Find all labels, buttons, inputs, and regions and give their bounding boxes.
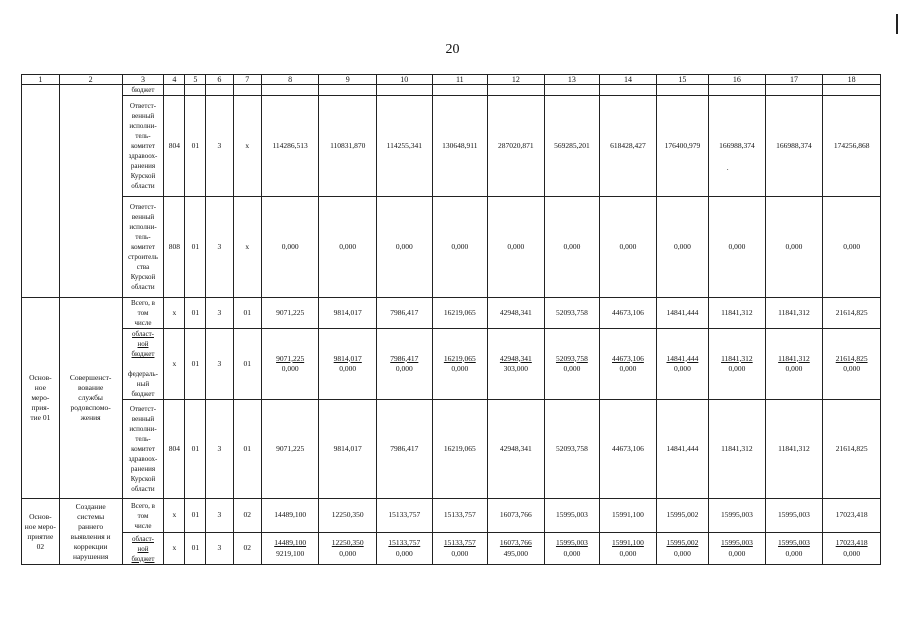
row-label: Всего, в том числе <box>122 499 164 533</box>
value-main: 15995,003 <box>778 538 810 547</box>
value-cell: 0,000 <box>656 197 708 298</box>
edge-mark <box>896 14 898 34</box>
value-cell <box>600 329 657 400</box>
value-cell <box>709 533 766 565</box>
code-c5: 01 <box>185 96 206 197</box>
value-cell: 569285,201 <box>544 96 600 197</box>
value-cell <box>488 85 545 96</box>
value-cell <box>319 85 377 96</box>
header-row <box>22 75 881 85</box>
value-cell <box>377 329 433 400</box>
header-cell: 13 <box>544 75 600 85</box>
code-c6: 3 <box>206 298 233 329</box>
value-cell: 16219,065 <box>432 298 488 329</box>
code-c7: 01 <box>233 329 261 400</box>
code-c7: х <box>233 96 261 197</box>
code-c7: 02 <box>233 499 261 533</box>
value-main: 15995,003 <box>555 538 588 547</box>
value-cell: 176400,979 <box>656 96 708 197</box>
row-label: бюджет <box>122 85 164 96</box>
header-cell: 12 <box>488 75 545 85</box>
value-main: 11841,312 <box>721 353 753 363</box>
value-cell: 21614,825 <box>823 298 881 329</box>
value-main: 16219,065 <box>443 353 476 363</box>
row-label: Всего, в том числе <box>122 298 164 329</box>
value-cell: 114286,513 <box>261 96 319 197</box>
value-cell: 9071,225 <box>261 298 319 329</box>
value-cell: 0,000 <box>544 197 600 298</box>
value-cell: 11841,312 <box>765 400 823 499</box>
value-cell: 14489,100 <box>261 499 319 533</box>
value-main: 12250,350 <box>331 538 364 547</box>
activity-name: Основ- ное меро- приятие 02 <box>22 499 60 565</box>
value-cell: 166988,374 <box>765 96 823 197</box>
value-federal: 0,000 <box>563 364 581 373</box>
value-federal: 0,000 <box>785 364 803 373</box>
code-c5: 01 <box>185 400 206 499</box>
code-c5 <box>185 85 206 96</box>
value-cell <box>765 533 823 565</box>
stray-mark: . <box>726 162 729 172</box>
header-cell: 1 <box>22 75 60 85</box>
value-cell <box>261 85 319 96</box>
value-main: 15133,757 <box>388 538 421 547</box>
code-c7 <box>233 85 261 96</box>
value-main: 42948,341 <box>499 353 532 363</box>
value-cell: 9814,017 <box>319 298 377 329</box>
value-federal: 0,000 <box>673 364 691 373</box>
cell-c2 <box>59 85 122 298</box>
value-cell: 618428,427 <box>600 96 657 197</box>
value-cell: 17023,418 <box>823 499 881 533</box>
value-cell: 0,000 <box>709 197 766 298</box>
value-federal: 0,000 <box>843 364 861 373</box>
value-cell: 21614,825 <box>823 400 881 499</box>
value-federal: 0,000 <box>728 364 746 373</box>
value-main: 21614,825 <box>835 353 868 363</box>
value-cell: 15133,757 <box>377 499 433 533</box>
header-cell: 6 <box>206 75 233 85</box>
code-c5: 01 <box>185 329 206 400</box>
code-c4: 804 <box>164 96 185 197</box>
header-cell: 10 <box>377 75 433 85</box>
value-cell: 0,000 <box>432 197 488 298</box>
value-main: 15995,003 <box>720 538 753 547</box>
value-main: 44673,106 <box>612 353 644 363</box>
value-cell: 16219,065 <box>432 400 488 499</box>
value-main: 14841,444 <box>666 353 699 363</box>
table-row <box>22 329 881 400</box>
value-cell <box>544 533 600 565</box>
value-cell: 14841,444 <box>656 400 708 499</box>
header-cell: 7 <box>233 75 261 85</box>
code-c4: х <box>164 533 185 565</box>
value-federal: 0,000 <box>281 364 299 373</box>
value-cell <box>656 329 708 400</box>
value-federal: 0,000 <box>563 548 581 558</box>
value-cell <box>319 533 377 565</box>
value-cell <box>765 329 823 400</box>
activity-description: Совершенст- вование службы родовспомо- жения <box>59 298 122 499</box>
code-c4: х <box>164 499 185 533</box>
value-federal: 0,000 <box>339 548 357 558</box>
table-row <box>22 499 881 533</box>
code-c6: 3 <box>206 499 233 533</box>
header-cell: 15 <box>656 75 708 85</box>
value-federal: 0,000 <box>673 548 691 558</box>
value-cell: 52093,758 <box>544 400 600 499</box>
value-main: 11841,312 <box>778 353 810 363</box>
page-number: 20 <box>445 42 460 57</box>
value-cell <box>709 329 766 400</box>
header-cell: 18 <box>823 75 881 85</box>
value-federal: 0,000 <box>451 548 469 558</box>
value-main: 7986,417 <box>390 353 419 363</box>
value-main: 52093,758 <box>555 353 588 363</box>
value-cell <box>823 329 881 400</box>
header-cell: 17 <box>765 75 823 85</box>
value-cell: 15995,003 <box>709 499 766 533</box>
code-c4 <box>164 85 185 96</box>
value-cell <box>432 85 488 96</box>
code-c7: х <box>233 197 261 298</box>
table-row <box>22 533 881 565</box>
value-cell <box>765 85 823 96</box>
value-cell <box>656 533 708 565</box>
table-row <box>22 197 881 298</box>
header-cell: 2 <box>59 75 122 85</box>
value-cell <box>488 329 545 400</box>
code-c5: 01 <box>185 298 206 329</box>
code-c6: 3 <box>206 329 233 400</box>
value-cell: 11841,312 <box>709 298 766 329</box>
value-cell <box>432 533 488 565</box>
value-federal: 0,000 <box>843 548 861 558</box>
code-c6: 3 <box>206 400 233 499</box>
header-cell: 3 <box>122 75 164 85</box>
header-cell: 16 <box>709 75 766 85</box>
table-row <box>22 298 881 329</box>
value-cell: 15995,003 <box>544 499 600 533</box>
value-cell <box>600 85 657 96</box>
row-label: Ответст- венный исполни- тель- комитет здравоох- ранения Курской области <box>122 400 164 499</box>
header-cell: 5 <box>185 75 206 85</box>
value-cell: 0,000 <box>261 197 319 298</box>
value-federal: 0,000 <box>395 548 413 558</box>
row-label: Ответст- венный исполни- тель- комитет здравоох- ранения Курской области <box>122 96 164 197</box>
value-cell: 7986,417 <box>377 298 433 329</box>
value-cell: 0,000 <box>600 197 657 298</box>
code-c6 <box>206 85 233 96</box>
value-cell <box>261 533 319 565</box>
value-cell: 11841,312 <box>709 400 766 499</box>
value-main: 14489,100 <box>274 538 307 547</box>
value-cell: 9071,225 <box>261 400 319 499</box>
header-cell: 8 <box>261 75 319 85</box>
value-cell: 174256,868 <box>823 96 881 197</box>
value-cell: 15995,003 <box>765 499 823 533</box>
header-cell: 11 <box>432 75 488 85</box>
value-main: 15991,100 <box>612 538 644 547</box>
value-main: 15133,757 <box>443 538 476 547</box>
value-main: 16073,766 <box>499 538 532 547</box>
header-cell: 14 <box>600 75 657 85</box>
code-c4: 808 <box>164 197 185 298</box>
value-main: 15995,002 <box>666 538 699 547</box>
value-cell: 166988,374 . <box>709 96 766 197</box>
value-cell: 110831,870 <box>319 96 377 197</box>
value-cell <box>261 329 319 400</box>
code-c4: х <box>164 298 185 329</box>
value-federal: 0,000 <box>785 548 803 558</box>
value-cell <box>544 85 600 96</box>
budget-table <box>21 74 881 565</box>
code-c5: 01 <box>185 533 206 565</box>
value-cell <box>319 329 377 400</box>
value-cell <box>823 85 881 96</box>
value-main: 9814,017 <box>333 353 362 363</box>
value-cell <box>544 329 600 400</box>
code-c6: 3 <box>206 197 233 298</box>
value-cell: 12250,350 <box>319 499 377 533</box>
table-row <box>22 85 881 96</box>
value-federal: 0,000 <box>619 364 637 373</box>
value-federal: 303,000 <box>503 364 529 373</box>
value-cell: 0,000 <box>765 197 823 298</box>
value-cell: 130648,911 <box>432 96 488 197</box>
table-row <box>22 96 881 197</box>
row-label: Ответст- венный исполни- тель- комитет строитель ства Курской области <box>122 197 164 298</box>
value-cell <box>377 85 433 96</box>
code-c4: х <box>164 329 185 400</box>
code-c5: 01 <box>185 499 206 533</box>
value-cell: 42948,341 <box>488 400 545 499</box>
code-c6: 3 <box>206 96 233 197</box>
value-cell: 11841,312 <box>765 298 823 329</box>
value-cell <box>656 85 708 96</box>
value-cell <box>823 533 881 565</box>
value-cell <box>377 533 433 565</box>
value-cell: 9814,017 <box>319 400 377 499</box>
value-main: 9071,225 <box>276 353 305 363</box>
value-federal: 0,000 <box>619 548 637 558</box>
value-cell: 0,000 <box>488 197 545 298</box>
code-c7: 02 <box>233 533 261 565</box>
value-cell <box>709 85 766 96</box>
value-cell: 15133,757 <box>432 499 488 533</box>
value-cell: 287020,871 <box>488 96 545 197</box>
value-cell: 15991,100 <box>600 499 657 533</box>
value-cell: 0,000 <box>823 197 881 298</box>
code-c5: 01 <box>185 197 206 298</box>
value-cell: 44673,106 <box>600 400 657 499</box>
table-row <box>22 400 881 499</box>
row-label: област- ной бюджет <box>122 533 164 565</box>
value-cell: 7986,417 <box>377 400 433 499</box>
code-c6: 3 <box>206 533 233 565</box>
value-cell: 0,000 <box>377 197 433 298</box>
value-federal: 0,000 <box>728 548 746 558</box>
code-c4: 804 <box>164 400 185 499</box>
value-federal: 9219,100 <box>276 548 305 558</box>
value-cell <box>432 329 488 400</box>
value-cell: 16073,766 <box>488 499 545 533</box>
value-cell: 42948,341 <box>488 298 545 329</box>
code-c7: 01 <box>233 400 261 499</box>
value-cell: 15995,002 <box>656 499 708 533</box>
value-cell: 14841,444 <box>656 298 708 329</box>
value-cell: 0,000 <box>319 197 377 298</box>
value-federal: 0,000 <box>395 364 413 373</box>
value-main: 17023,418 <box>835 538 868 547</box>
row-label: област- ной бюджет федераль- ный бюджет <box>122 329 164 400</box>
value-cell <box>488 533 545 565</box>
value-cell: 44673,106 <box>600 298 657 329</box>
activity-description: Создание системы раннего выявления и коррекции нарушения <box>59 499 122 565</box>
value-cell: 114255,341 <box>377 96 433 197</box>
value-cell <box>600 533 657 565</box>
value-cell: 52093,758 <box>544 298 600 329</box>
activity-name: Основ- ное меро- прия- тие 01 <box>22 298 60 499</box>
value-federal: 0,000 <box>451 364 469 373</box>
cell-c1 <box>22 85 60 298</box>
code-c7: 01 <box>233 298 261 329</box>
header-cell: 4 <box>164 75 185 85</box>
header-cell: 9 <box>319 75 377 85</box>
value-federal: 0,000 <box>339 364 357 373</box>
value-federal: 495,000 <box>503 548 529 558</box>
